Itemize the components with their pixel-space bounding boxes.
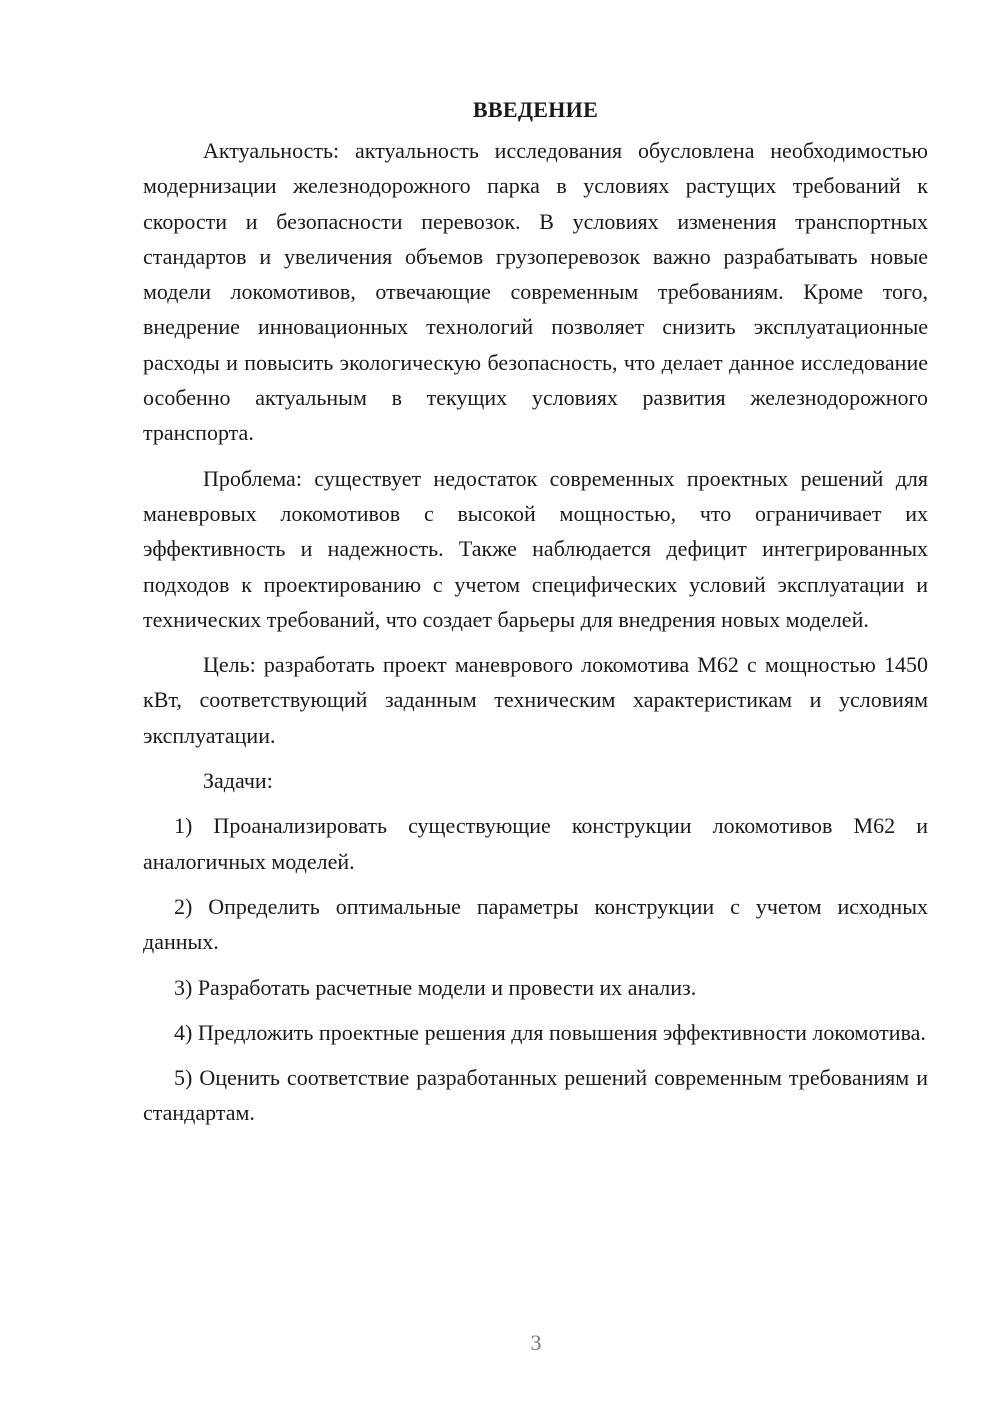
tasks-list	[143, 808, 928, 1130]
document-page	[143, 92, 928, 1141]
paragraph-relevance: Актуальность: актуальность исследования обусловлена необходимостью модернизации железнодорожного парка в условиях растущих требований к скорости и безопасности перевозок. В условиях изменения транспортных стандартов и увеличения объемов грузоперевозок важно разрабатывать новые модели локомотивов, отвечающие современным требованиям. Кроме того, внедрение инновационных технологий позволяет снизить эксплуатационные расходы и повысить экологическую безопасность, что делает данное исследование особенно актуальным в текущих условиях развития железнодорожного транспорта.	[143, 138, 928, 446]
task-item: 4) Предложить проектные решения для повышения эффективности локомотива.	[174, 1019, 926, 1045]
page-number: 3	[530, 1330, 542, 1355]
paragraph-goal: Цель: разработать проект маневрового локомотива М62 с мощностью 1450 кВт, соответствующий заданным техническим характеристикам и условиям эксплуатации.	[143, 652, 928, 748]
task-item: 5) Оценить соответствие разработанных решений современным требованиям и стандартам.	[143, 1065, 928, 1126]
task-item: 1) Проанализировать существующие конструкции локомотивов М62 и аналогичных моделей.	[143, 813, 928, 874]
task-item: 2) Определить оптимальные параметры конструкции с учетом исходных данных.	[143, 893, 928, 955]
paragraph-problem: Проблема: существует недостаток современных проектных решений для маневровых локомотивов с высокой мощностью, что ограничивает их эффективность и надежность. Также наблюдается дефицит интегрированных подходов к проектированию с учетом специфических условий эксплуатации и технических требований, что создает барьеры для внедрения новых моделей.	[143, 465, 928, 632]
page-title: ВВЕДЕНИЕ	[472, 97, 599, 122]
task-item: 3) Разработать расчетные модели и провести их анализ.	[174, 974, 697, 1000]
tasks-heading: Задачи:	[203, 768, 273, 794]
